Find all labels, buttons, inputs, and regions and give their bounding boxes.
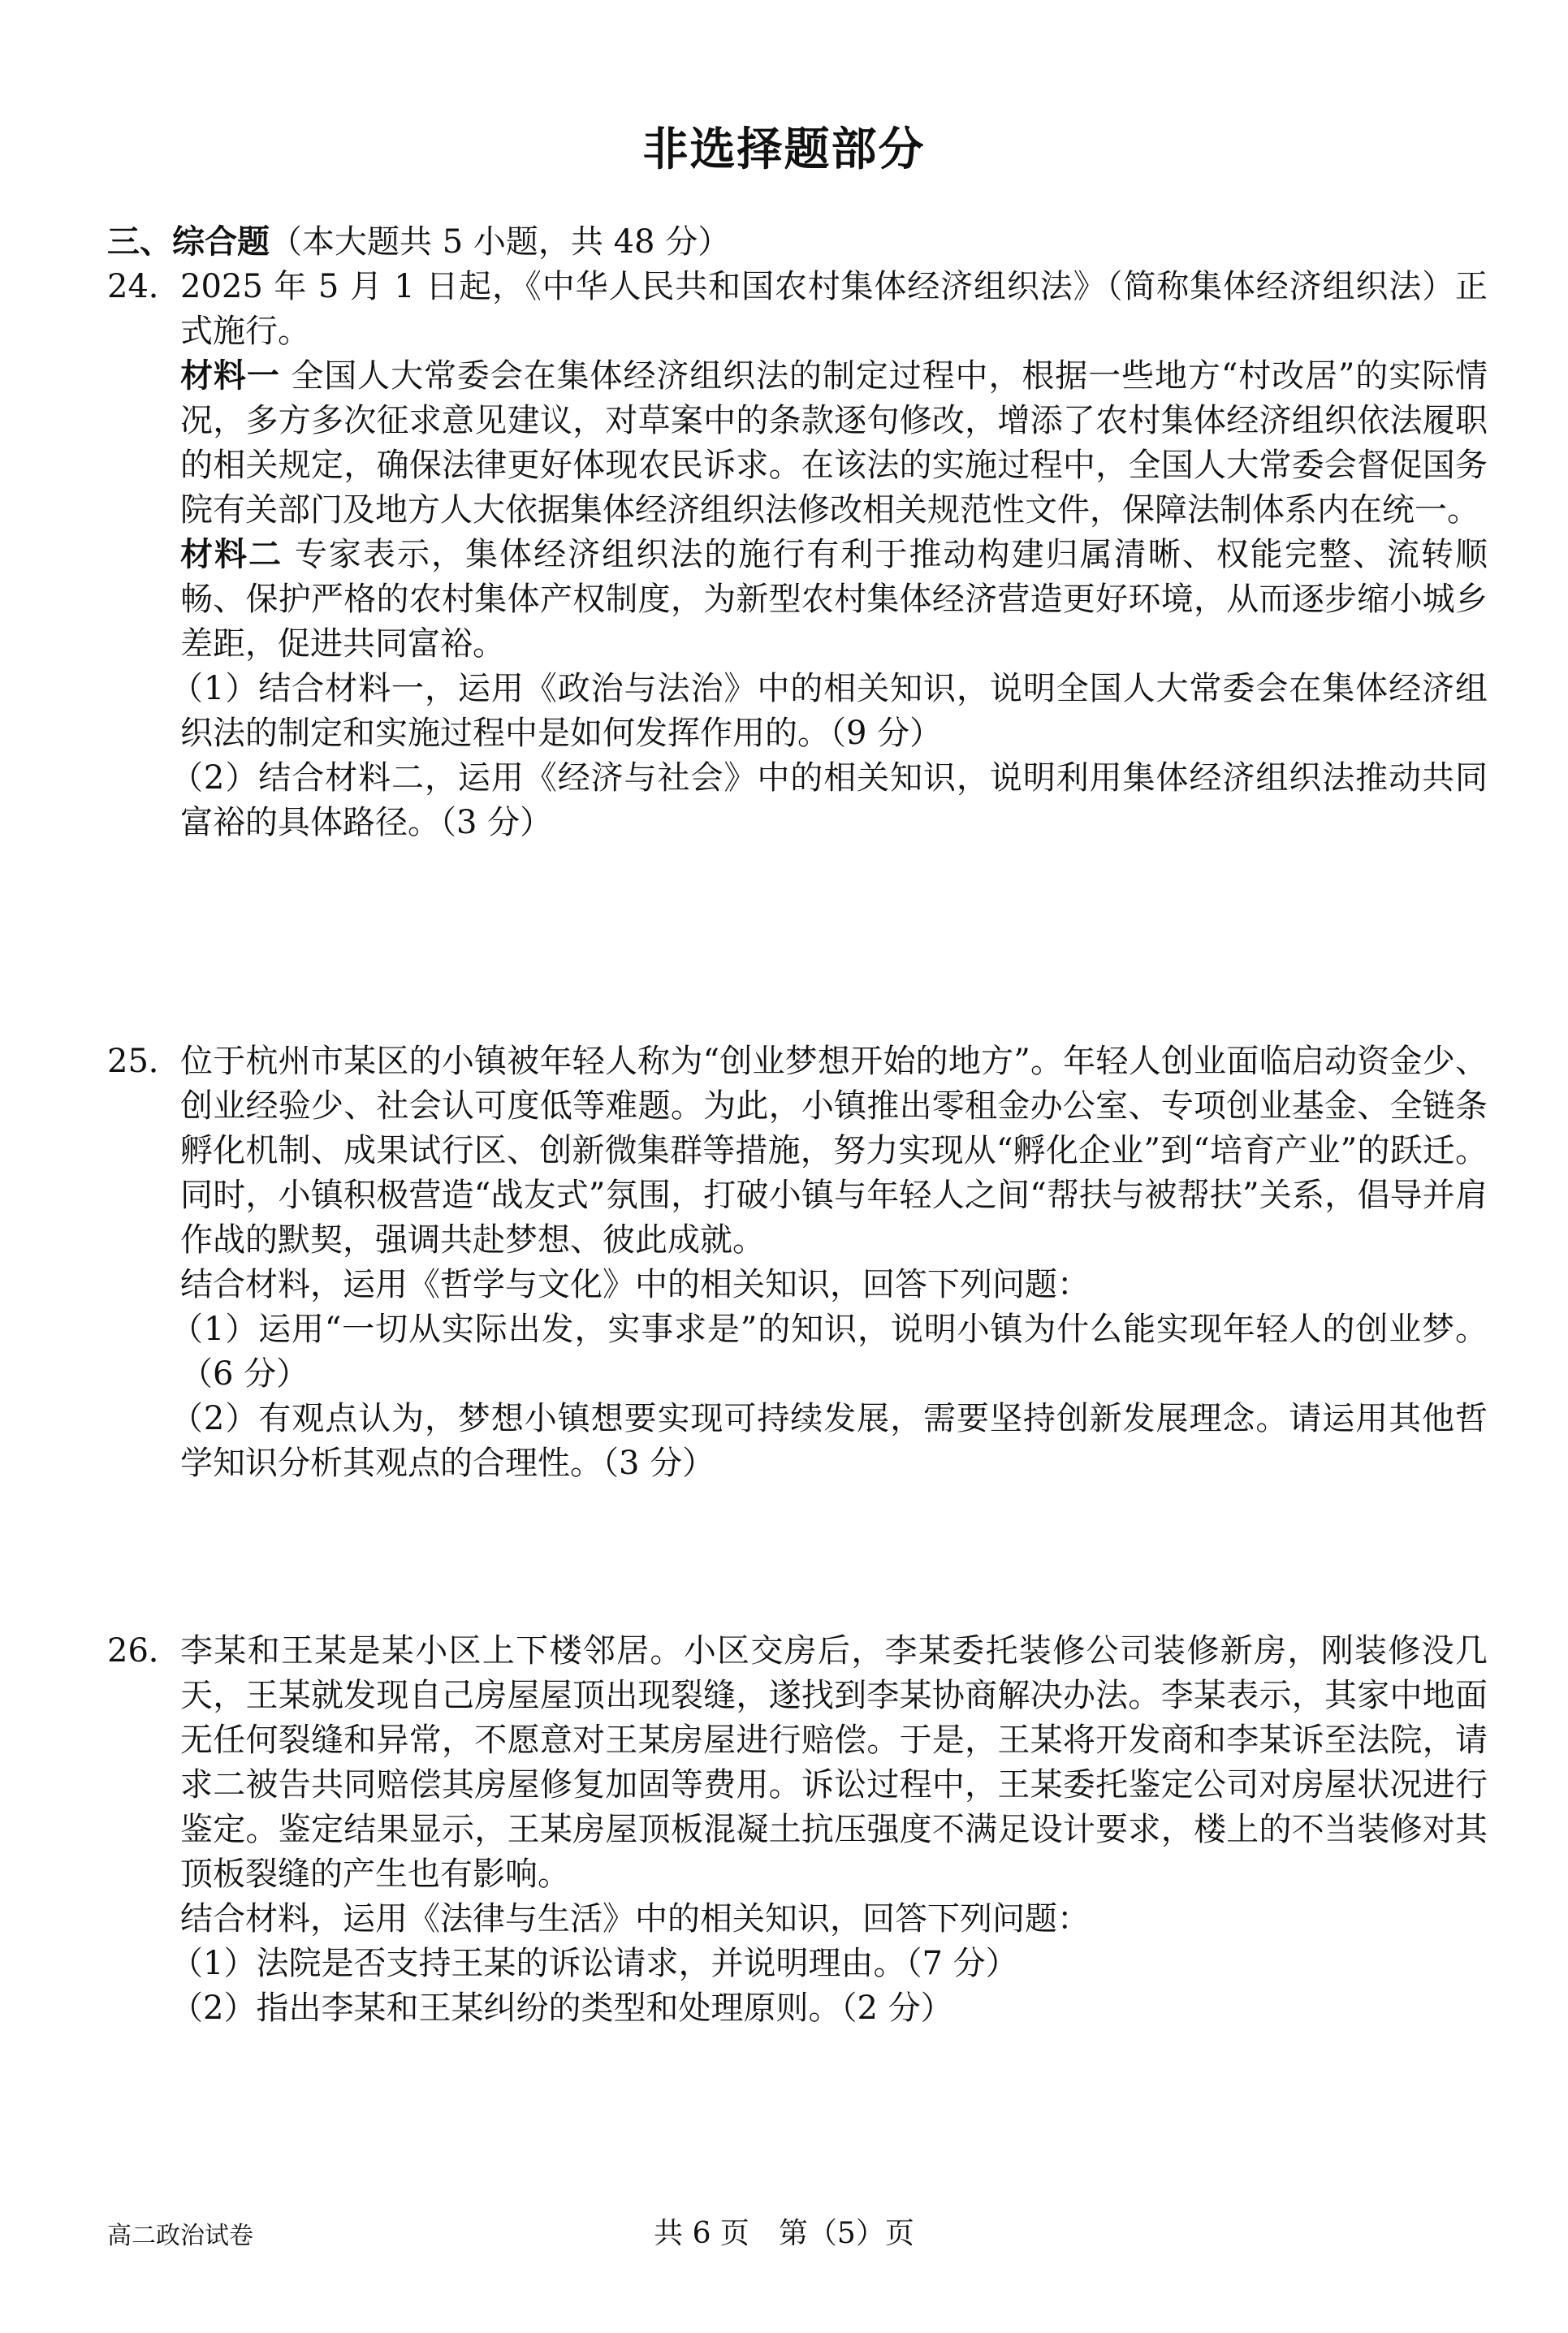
- material-one: [180, 354, 1488, 533]
- material-text: 全国人大常委会在集体经济组织法的制定过程中，根据一些地方“村改居”的实际情况，多方多次征求意见建议，对草案中的条款逐句修改，增添了农村集体经济组织依法履职的相关规定，确保法律更好体现农民诉求。在该法的实施过程中，全国人大常委会督促国务院有关部门及地方人大依据集体经济组织法修改相关规范性文件，保障法制体系内在统一。: [180, 357, 1488, 529]
- question-stem: 位于杭州市某区的小镇被年轻人称为“创业梦想开始的地方”。年轻人创业面临启动资金少、创业经验少、社会认可度低等难题。为此，小镇推出零租金办公室、专项创业基金、全链条孵化机制、成果试行区、创新微集群等措施，努力实现从“孵化企业”到“培育产业”的跃迁。同时，小镇积极营造“战友式”氛围，打破小镇与年轻人之间“帮扶与被帮扶”关系，倡导并肩作战的默契，强调共赴梦想、彼此成就。: [180, 1043, 1488, 1259]
- question-number: 24．: [107, 268, 181, 305]
- sub-question-2: （2）结合材料二，运用《经济与社会》中的相关知识，说明利用集体经济组织法推动共同富裕的具体路径。（3 分）: [171, 759, 1488, 841]
- question-instruction: 结合材料，运用《哲学与文化》中的相关知识，回答下列问题：: [180, 1266, 1090, 1303]
- question-instruction: 结合材料，运用《法律与生活》中的相关知识，回答下列问题：: [180, 1900, 1090, 1938]
- page-title: 非选择题部分: [642, 123, 926, 176]
- material-label: 材料一: [180, 357, 280, 395]
- footer-page-number: 共 6 页 第（5）页: [654, 2217, 914, 2250]
- question-number: 25．: [107, 1043, 181, 1080]
- sub-question-1: （1）结合材料一，运用《政治与法治》中的相关知识，说明全国人大常委会在集体经济组织法的制定和实施过程中是如何发挥作用的。（9 分）: [171, 670, 1488, 752]
- sub-question-2: （2）指出李某和王某纠纷的类型和处理原则。（2 分）: [171, 1990, 953, 2027]
- section-name: 三、综合题: [107, 223, 270, 261]
- sub-question-1: （1）法院是否支持王某的诉讼请求，并说明理由。（7 分）: [171, 1945, 1018, 1982]
- question-stem: 2025 年 5 月 1 日起，《中华人民共和国农村集体经济组织法》（简称集体经济组织法）正式施行。: [180, 268, 1488, 350]
- question-number: 26．: [107, 1632, 181, 1670]
- material-text: 专家表示，集体经济组织法的施行有利于推动构建归属清晰、权能完整、流转顺畅、保护严格的农村集体产权制度，为新型农村集体经济营造更好环境，从而逐步缩小城乡差距，促进共同富裕。: [180, 536, 1488, 663]
- question-26: [107, 1629, 1488, 2031]
- footer-subject: 高二政治试卷: [107, 2222, 253, 2250]
- section-header: [107, 221, 730, 263]
- material-two: [180, 533, 1488, 667]
- question-24: [107, 265, 1488, 845]
- sub-question-1: （1）运用“一切从实际出发，实事求是”的知识，说明小镇为什么能实现年轻人的创业梦。（6 分）: [171, 1311, 1488, 1393]
- sub-question-2: （2）有观点认为，梦想小镇想要实现可持续发展，需要坚持创新发展理念。请运用其他哲学知识分析其观点的合理性。（3 分）: [171, 1400, 1488, 1482]
- question-25: [107, 1039, 1488, 1486]
- material-label: 材料二: [180, 536, 283, 573]
- question-stem: 李某和王某是某小区上下楼邻居。小区交房后，李某委托装修公司装修新房，刚装修没几天，王某就发现自己房屋屋顶出现裂缝，遂找到李某协商解决办法。李某表示，其家中地面无任何裂缝和异常，不愿意对王某房屋进行赔偿。于是，王某将开发商和李某诉至法院，请求二被告共同赔偿其房屋修复加固等费用。诉讼过程中，王某委托鉴定公司对房屋状况进行鉴定。鉴定结果显示，王某房屋顶板混凝土抗压强度不满足设计要求，楼上的不当装修对其顶板裂缝的产生也有影响。: [180, 1632, 1488, 1893]
- section-note: （本大题共 5 小题，共 48 分）: [270, 223, 731, 261]
